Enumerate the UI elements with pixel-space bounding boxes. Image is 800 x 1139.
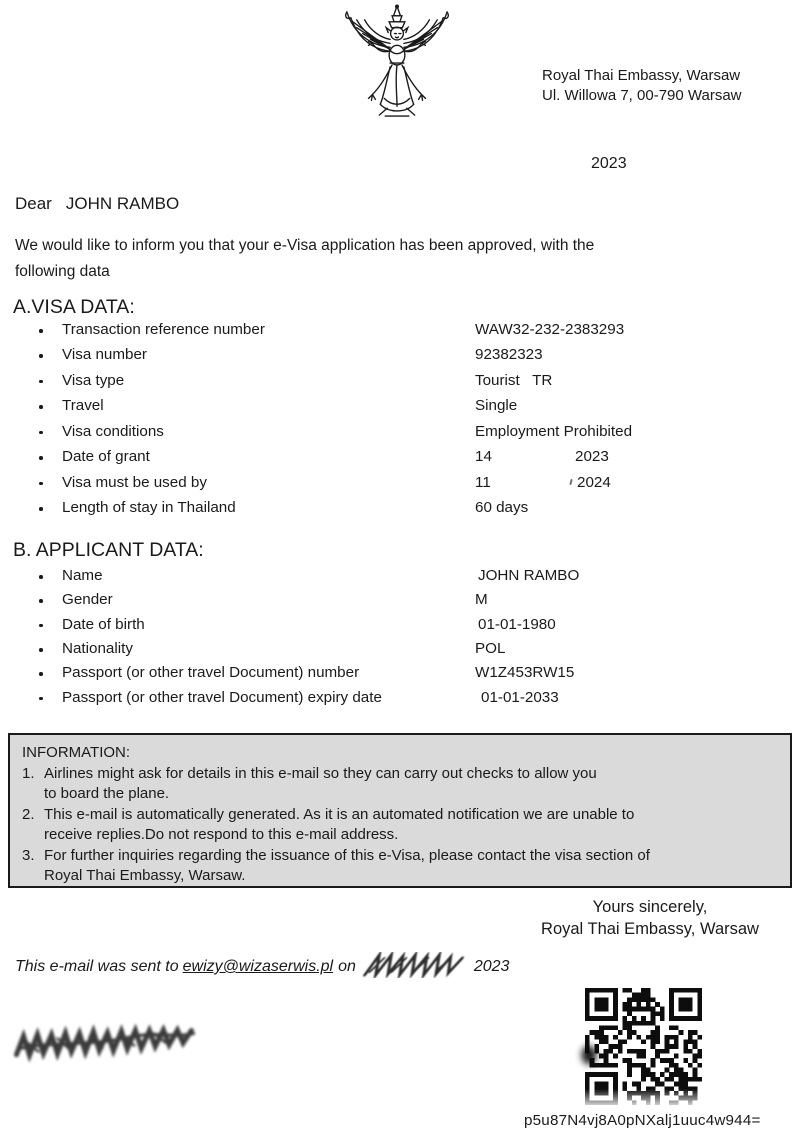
- row-label: Visa conditions: [62, 422, 164, 440]
- row-value: Tourist TR: [475, 371, 553, 389]
- qr-smudge: [575, 1038, 603, 1072]
- qr-code: [585, 988, 702, 1105]
- visa-row-visa-type: [0, 371, 800, 396]
- row-value: JOHN RAMBO: [478, 567, 580, 584]
- row-value: 92382323: [475, 346, 543, 364]
- visa-section-title: A.VISA DATA:: [13, 296, 135, 318]
- email-link[interactable]: ewizy@wizaserwis.pl: [182, 958, 334, 975]
- row-label: Travel: [62, 397, 104, 415]
- bullet-icon: [39, 329, 43, 333]
- row-value-year-wrap: [570, 474, 611, 491]
- row-value: Single: [475, 397, 518, 415]
- scribble-redaction-reference: [11, 1017, 201, 1070]
- applicant-row-date-of-birth: [0, 615, 800, 639]
- row-label: Transaction reference number: [62, 321, 265, 338]
- item-text: [44, 846, 650, 887]
- bullet-icon: [39, 405, 43, 409]
- item-number: 1.: [22, 764, 35, 782]
- item-number: 3.: [22, 846, 35, 864]
- row-label: Passport (or other travel Document) number: [62, 664, 360, 682]
- row-label: Passport (or other travel Document) expiry date: [62, 688, 382, 706]
- bullet-icon: [39, 648, 43, 652]
- bullet-icon: [39, 507, 43, 511]
- row-label: Nationality: [62, 640, 133, 658]
- applicant-row-passport-expiry: [0, 688, 800, 712]
- salutation: Dear: [15, 194, 52, 213]
- qr-fade: [585, 1089, 702, 1105]
- row-value-year: 2023: [575, 448, 609, 466]
- item-line-2: to board the plane.: [44, 785, 170, 802]
- applicant-section-title: B. APPLICANT DATA:: [13, 539, 204, 561]
- row-label: Date of grant: [62, 448, 150, 466]
- sent-year: 2023: [473, 958, 510, 975]
- row-label: Visa type: [62, 371, 125, 389]
- item-text: [44, 764, 597, 805]
- item-line-2: Royal Thai Embassy, Warsaw.: [44, 867, 246, 884]
- row-value-day: 11: [475, 473, 491, 491]
- row-value: 01-01-1980: [478, 615, 556, 633]
- item-line-1: Airlines might ask for details in this e-mail so they can carry out checks to allow you: [44, 764, 597, 782]
- bullet-icon: [39, 672, 43, 676]
- bullet-icon: [39, 431, 43, 435]
- visa-data-list: [0, 320, 800, 524]
- letter-date: 2023: [591, 155, 627, 172]
- information-box: [8, 733, 792, 888]
- row-label: Name: [62, 567, 103, 584]
- bullet-icon: [39, 354, 43, 358]
- row-value: WAW32-232-2383293: [475, 321, 625, 338]
- row-label: Visa number: [62, 346, 147, 364]
- visa-row-used-by: [0, 473, 800, 498]
- row-label: Length of stay in Thailand: [62, 499, 236, 517]
- row-value: 60 days: [475, 499, 529, 517]
- bullet-icon: [39, 624, 43, 628]
- intro-line-1: We would like to inform you that your e-Visa application has been approved, with the: [15, 237, 595, 254]
- item-number: 2.: [22, 805, 35, 823]
- information-item-1: [22, 764, 778, 805]
- applicant-row-nationality: [0, 639, 800, 663]
- item-line-2: receive replies.Do not respond to this e-mail address.: [44, 826, 399, 843]
- applicant-row-gender: [0, 590, 800, 614]
- applicant-data-list: [0, 566, 800, 712]
- sent-to-line: [15, 952, 509, 978]
- greeting-line: [15, 194, 179, 214]
- recipient-name: JOHN RAMBO: [65, 194, 180, 213]
- row-value: W1Z453RW15: [475, 664, 575, 682]
- bullet-icon: [39, 697, 43, 701]
- signoff-block: [505, 897, 795, 940]
- visa-row-transaction-reference: [0, 320, 800, 345]
- row-value-year: 2024: [577, 473, 611, 491]
- stray-mark: [569, 478, 572, 484]
- row-value-day: 14: [475, 448, 492, 466]
- qr-caption: p5u87N4vj8A0pNXalj1uuc4w944=: [524, 1112, 761, 1129]
- garuda-emblem: [341, 4, 453, 124]
- bullet-icon: [39, 482, 43, 486]
- row-value: POL: [475, 640, 506, 658]
- row-label: Visa must be used by: [62, 473, 207, 491]
- row-label: Date of birth: [62, 615, 145, 633]
- information-item-3: [22, 846, 778, 887]
- information-title: INFORMATION:: [22, 744, 131, 761]
- item-text: [44, 805, 634, 846]
- visa-row-date-of-grant: [0, 447, 800, 472]
- bullet-icon: [39, 380, 43, 384]
- item-line-1: For further inquiries regarding the issuance of this e-Visa, please contact the visa section of: [44, 846, 650, 864]
- bullet-icon: [39, 599, 43, 603]
- bullet-icon: [39, 575, 43, 579]
- visa-row-length-of-stay: [0, 498, 800, 523]
- visa-row-travel: [0, 396, 800, 421]
- intro-line-2: following data: [15, 262, 110, 280]
- visa-row-visa-conditions: [0, 422, 800, 447]
- applicant-row-passport-number: [0, 663, 800, 687]
- row-value: 01-01-2033: [481, 688, 559, 706]
- row-value: M: [475, 591, 488, 609]
- visa-row-visa-number: [0, 345, 800, 370]
- signoff-line-2: Royal Thai Embassy, Warsaw: [541, 919, 759, 938]
- applicant-row-name: [0, 566, 800, 590]
- signoff-line-1: Yours sincerely,: [592, 898, 708, 916]
- embassy-street: Ul. Willowa 7, 00-790 Warsaw: [542, 87, 742, 104]
- intro-paragraph: [15, 233, 594, 284]
- scribble-redaction-sent-date: [360, 952, 466, 978]
- row-value: Employment Prohibited: [475, 422, 633, 440]
- embassy-address-block: [542, 66, 742, 106]
- sent-prefix: This e-mail was sent to: [15, 958, 179, 975]
- embassy-name: Royal Thai Embassy, Warsaw: [542, 67, 741, 84]
- row-label: Gender: [62, 591, 113, 609]
- item-line-1: This e-mail is automatically generated. As it is an automated notification we are unable to: [44, 805, 635, 823]
- sent-connector: on: [338, 958, 356, 975]
- bullet-icon: [39, 456, 43, 460]
- information-item-2: [22, 805, 778, 846]
